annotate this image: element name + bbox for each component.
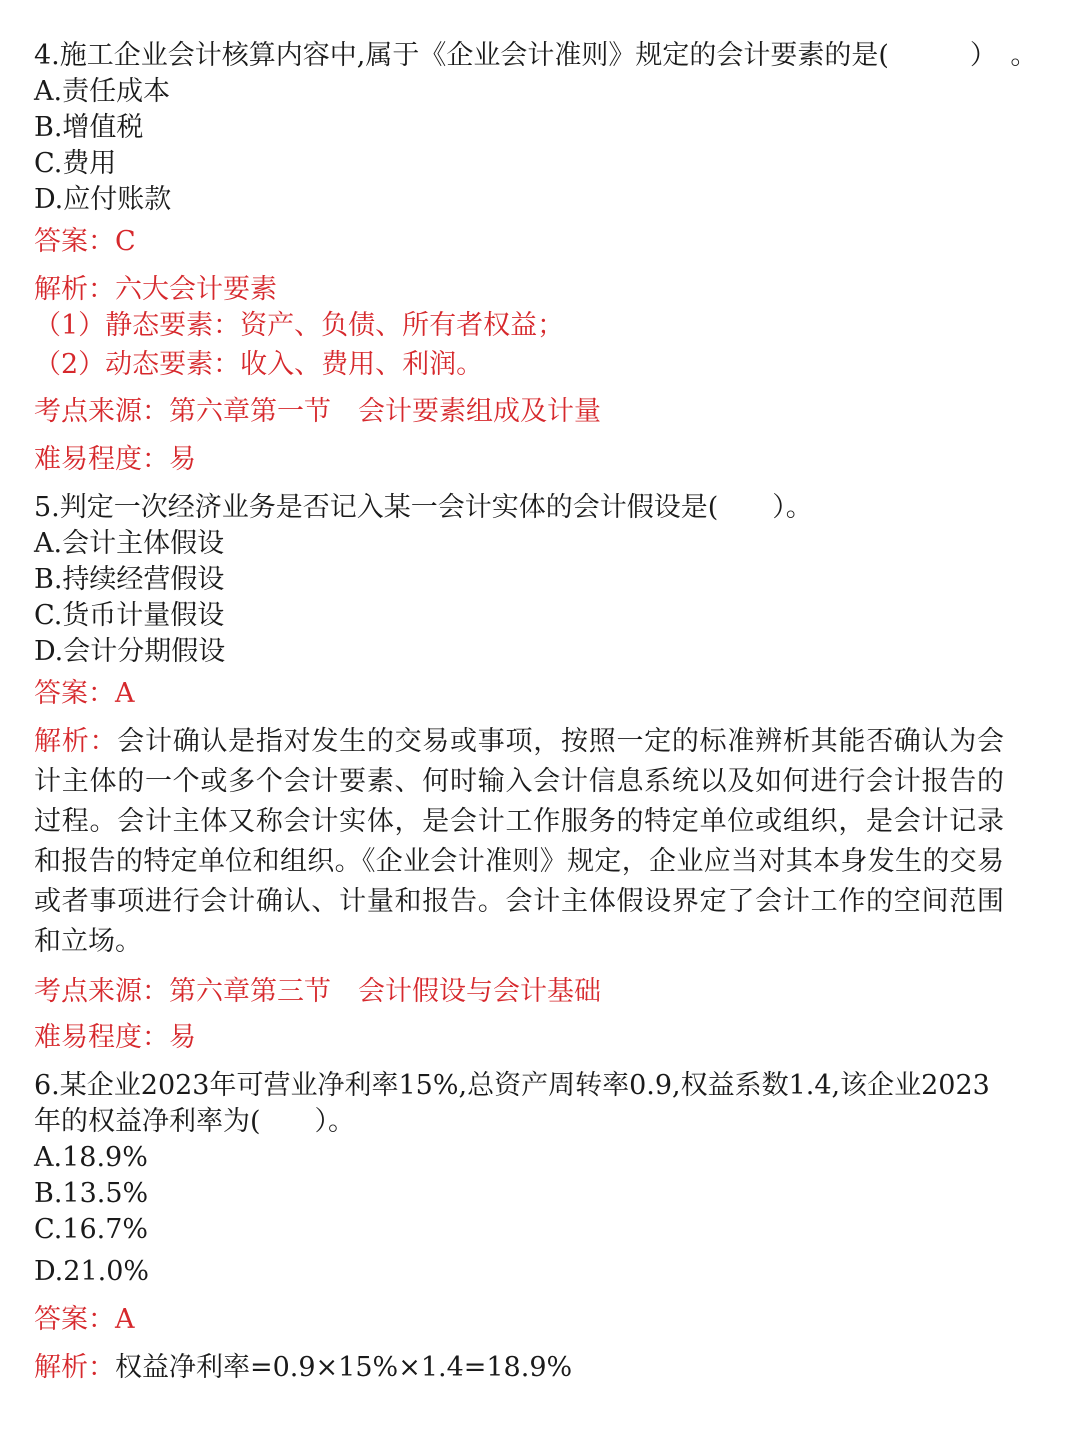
q6-analysis-text: 权益净利率=0.9×15%×1.4=18.9% bbox=[115, 1352, 573, 1383]
q5-difficulty: 难易程度：易 bbox=[34, 1022, 196, 1053]
q6-question-line-1: 6.某企业2023年可营业净利率15%,总资产周转率0.9,权益系数1.4,该企业2023 bbox=[34, 1070, 990, 1101]
q5-answer: 答案：A bbox=[34, 678, 135, 709]
q4-answer: 答案：C bbox=[34, 226, 136, 257]
q5-option-c: C.货币计量假设 bbox=[34, 600, 225, 631]
q4-source: 考点来源：第六章第一节 会计要素组成及计量 bbox=[34, 396, 601, 427]
q5-question: 5.判定一次经济业务是否记入某一会计实体的会计假设是( ）。 bbox=[34, 492, 813, 523]
q6-answer: 答案：A bbox=[34, 1304, 135, 1335]
q6-option-d: D.21.0% bbox=[34, 1256, 150, 1287]
q5-analysis-label: 解析： bbox=[34, 726, 118, 757]
q5-option-d: D.会计分期假设 bbox=[34, 636, 226, 667]
q6-option-c: C.16.7% bbox=[34, 1214, 149, 1245]
q5-option-a: A.会计主体假设 bbox=[34, 528, 225, 559]
q5-source: 考点来源：第六章第三节 会计假设与会计基础 bbox=[34, 976, 601, 1007]
q4-difficulty: 难易程度：易 bbox=[34, 444, 196, 475]
q5-analysis-text: 会计确认是指对发生的交易或事项，按照一定的标准辨析其能否确认为会计主体的一个或多个会计要素、何时输入会计信息系统以及如何进行会计报告的过程。会计主体又称会计实体，是会计工作服务的特定单位或组织，是会计记录和报告的特定单位和组织。《企业会计准则》规定，企业应当对其本身发生的交易或者事项进行会计确认、计量和报告。会计主体假设界定了会计工作的空间范围和立场。 bbox=[34, 726, 1005, 957]
q6-question-line-2: 年的权益净利率为( ）。 bbox=[34, 1106, 356, 1137]
q4-option-a: A.责任成本 bbox=[34, 76, 171, 107]
q4-analysis bbox=[34, 272, 277, 308]
q4-question: 4.施工企业会计核算内容中,属于《企业会计准则》规定的会计要素的是( ） 。 bbox=[34, 40, 1038, 71]
q6-analysis-label: 解析： bbox=[34, 1352, 115, 1383]
q4-option-c: C.费用 bbox=[34, 148, 117, 179]
q4-analysis-point-1: （1）静态要素：资产、负债、所有者权益； bbox=[34, 310, 565, 341]
q6-option-b: B.13.5% bbox=[34, 1178, 149, 1209]
q5-option-b: B.持续经营假设 bbox=[34, 564, 225, 595]
q6-option-a: A.18.9% bbox=[34, 1142, 148, 1173]
q5-analysis bbox=[34, 722, 1004, 962]
q4-analysis-text: 六大会计要素 bbox=[115, 274, 277, 305]
q4-option-d: D.应付账款 bbox=[34, 184, 172, 215]
q4-analysis-label: 解析： bbox=[34, 274, 115, 305]
q4-analysis-point-2: （2）动态要素：收入、费用、利润。 bbox=[34, 349, 484, 380]
q4-option-b: B.增值税 bbox=[34, 112, 144, 143]
q6-analysis bbox=[34, 1350, 572, 1386]
